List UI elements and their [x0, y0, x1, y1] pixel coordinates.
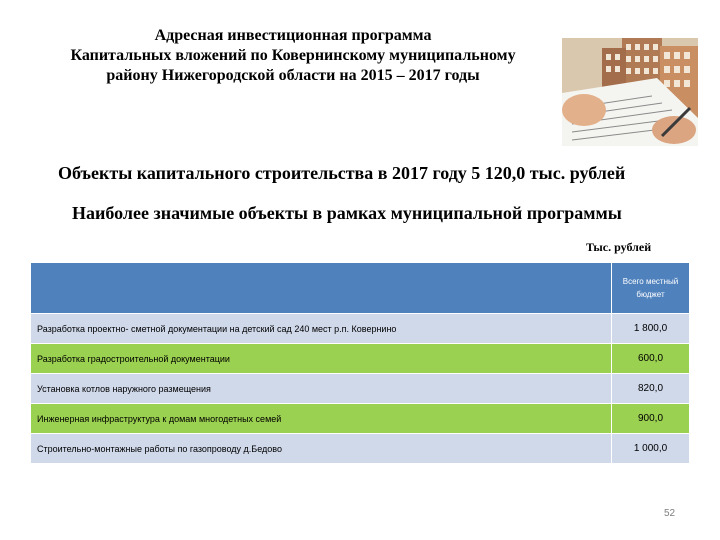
summary-heading: Объекты капитального строительства в 2017 году 5 120,0 тыс. рублей	[58, 163, 626, 183]
row-value: 1 800,0	[612, 314, 690, 344]
title-line-1: Адресная инвестиционная программа	[154, 27, 432, 44]
title-line-3: району Нижегородской области на 2015 – 2017 годы	[106, 67, 480, 84]
row-value: 600,0	[612, 344, 690, 374]
table-row	[31, 404, 690, 434]
table-row	[31, 344, 690, 374]
table-header-row	[31, 263, 690, 314]
table-row	[31, 434, 690, 464]
table-row	[31, 314, 690, 344]
row-name: Разработка проектно- сметной документации на детский сад 240 мест р.п. Ковернино	[31, 314, 612, 344]
title-line-2: Капитальных вложений по Ковернинскому муниципальному	[70, 47, 516, 64]
header-name-cell	[31, 263, 612, 314]
section-heading: Наиболее значимые объекты в рамках муниципальной программы	[72, 203, 622, 223]
table-row	[31, 374, 690, 404]
row-name: Установка котлов наружного размещения	[31, 374, 612, 404]
page-number: 52	[664, 508, 676, 519]
page-title	[28, 26, 558, 86]
photo-illustration	[562, 38, 698, 146]
photo-buildings-image	[562, 38, 698, 146]
row-name: Разработка градостроительной документации	[31, 344, 612, 374]
row-value: 900,0	[612, 404, 690, 434]
row-value: 1 000,0	[612, 434, 690, 464]
objects-table	[30, 262, 690, 464]
header-budget-cell: Всего местный бюджет	[612, 263, 690, 314]
row-name: Инженерная инфраструктура к домам многодетных семей	[31, 404, 612, 434]
unit-label: Тыс. рублей	[586, 240, 652, 254]
row-name: Строительно-монтажные работы по газопроводу д.Бедово	[31, 434, 612, 464]
row-value: 820,0	[612, 374, 690, 404]
